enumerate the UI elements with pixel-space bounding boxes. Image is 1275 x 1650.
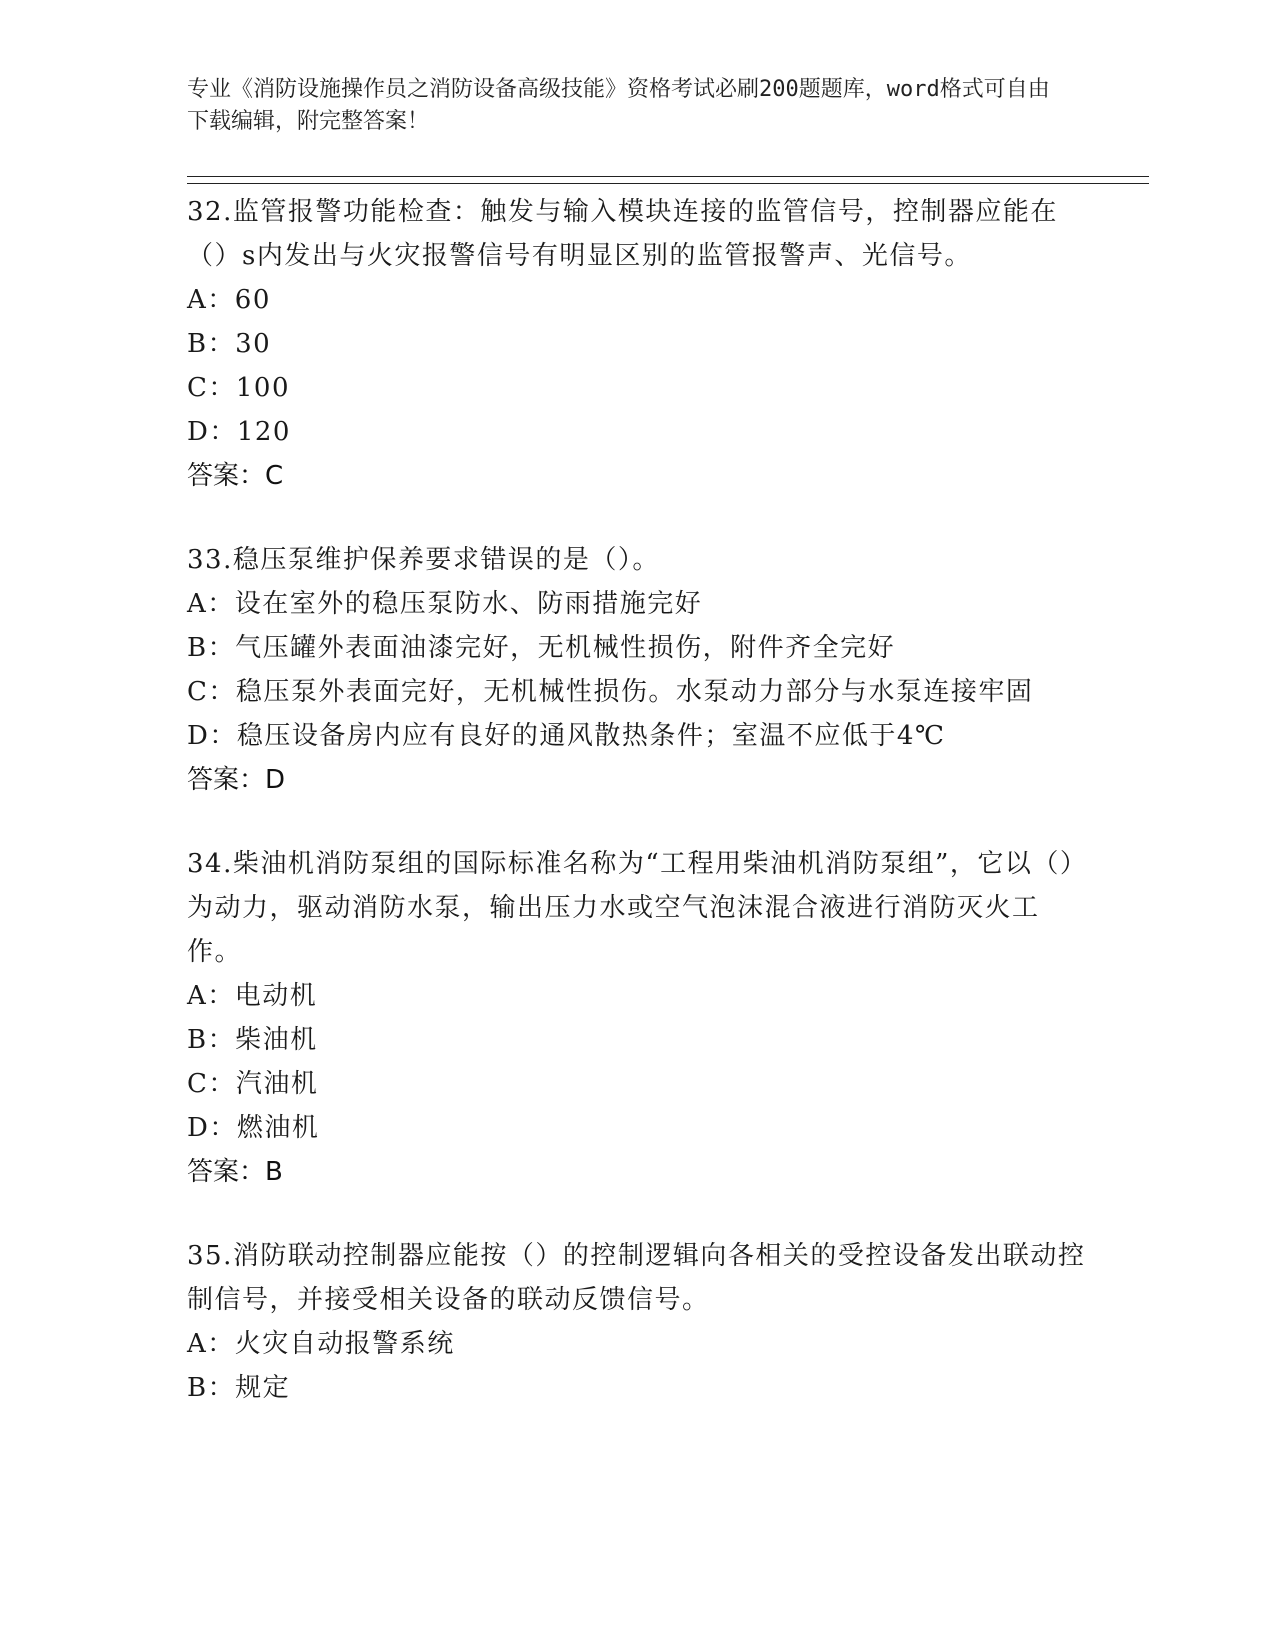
option-b: B：柴油机: [187, 1025, 318, 1055]
option-d: D：120: [187, 417, 291, 447]
question-list: [187, 190, 1087, 1450]
option-d: D：稳压设备房内应有良好的通风散热条件；室温不应低于4℃: [187, 721, 946, 751]
answer-line: 答案：C: [187, 461, 284, 491]
option-d: D：燃油机: [187, 1113, 320, 1143]
option-b: B：规定: [187, 1373, 291, 1403]
question-stem: 33.稳压泵维护保养要求错误的是（）。: [187, 545, 660, 575]
answer-line: 答案：D: [187, 765, 286, 795]
question-35: [187, 1234, 1087, 1410]
question-34: [187, 842, 1087, 1194]
option-a: A：60: [187, 285, 271, 315]
option-c: C：100: [187, 373, 291, 403]
question-stem: 32.监管报警功能检查：触发与输入模块连接的监管信号，控制器应能在（）s内发出与火灾报警信号有明显区别的监管报警声、光信号。: [187, 197, 1058, 271]
question-stem: 34.柴油机消防泵组的国际标准名称为“工程用柴油机消防泵组”，它以（）为动力，驱动消防水泵，输出压力水或空气泡沫混合液进行消防灭火工作。: [187, 849, 1075, 967]
question-33: [187, 538, 1087, 802]
option-a: A：电动机: [187, 981, 318, 1011]
option-b: B：30: [187, 329, 272, 359]
question-32: [187, 190, 1087, 498]
answer-line: 答案：B: [187, 1157, 283, 1187]
header-divider-bottom: [187, 183, 1149, 184]
option-c: C：汽油机: [187, 1069, 319, 1099]
option-c: C：稳压泵外表面完好，无机械性损伤。水泵动力部分与水泵连接牢固: [187, 677, 1034, 707]
option-a: A：火灾自动报警系统: [187, 1329, 455, 1359]
question-stem: 35.消防联动控制器应能按（）的控制逻辑向各相关的受控设备发出联动控制信号，并接受相关设备的联动反馈信号。: [187, 1241, 1086, 1315]
header-divider-top: [187, 176, 1149, 177]
option-a: A：设在室外的稳压泵防水、防雨措施完好: [187, 589, 703, 619]
document-header: 专业《消防设施操作员之消防设备高级技能》资格考试必刷200题题库，word格式可自由下载编辑，附完整答案！: [187, 77, 1050, 134]
option-b: B：气压罐外表面油漆完好，无机械性损伤，附件齐全完好: [187, 633, 896, 663]
